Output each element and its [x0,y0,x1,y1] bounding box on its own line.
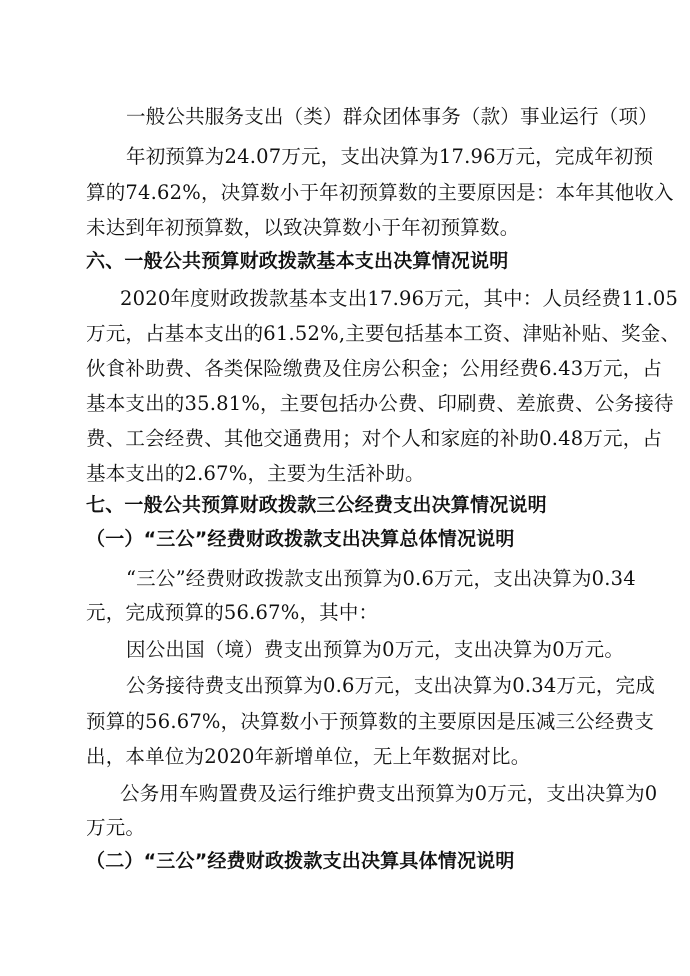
paragraph-line: 万元。 [86,816,146,839]
section-heading: 七、一般公共预算财政拨款三公经费支出决算情况说明 [86,494,547,516]
paragraph-line: 基本支出的35.81%，主要包括办公费、印刷费、差旅费、公务接待 [86,392,674,415]
subsection-heading: （一）“三公”经费财政拨款支出决算总体情况说明 [86,528,515,550]
paragraph-line: 一般公共服务支出（类）群众团体事务（款）事业运行（项） [126,105,658,128]
subsection-heading: （二）“三公”经费财政拨款支出决算具体情况说明 [86,850,515,872]
paragraph-line: 伙食补助费、各类保险缴费及住房公积金；公用经费6.43万元，占 [86,357,663,380]
paragraph-line: 公务用车购置费及运行维护费支出预算为0万元，支出决算为0 [120,782,658,805]
paragraph-line: 年初预算为24.07万元，支出决算为17.96万元，完成年初预 [126,145,654,168]
paragraph-line: 万元，占基本支出的61.52%,主要包括基本工资、津贴补贴、奖金、 [86,322,681,345]
paragraph-line: 基本支出的2.67%，主要为生活补助。 [86,462,425,485]
paragraph-line: 出，本单位为2020年新增单位，无上年数据对比。 [86,745,531,768]
paragraph-line: 未达到年初预算数，以致决算数小于年初预算数。 [86,216,520,239]
paragraph-line: 算的74.62%，决算数小于年初预算数的主要原因是：本年其他收入 [86,181,674,204]
section-heading: 六、一般公共预算财政拨款基本支出决算情况说明 [86,250,509,272]
paragraph-line: 元，完成预算的56.67%，其中： [86,601,379,624]
paragraph-line: 费、工会经费、其他交通费用；对个人和家庭的补助0.48万元，占 [86,427,663,450]
paragraph-line: 2020年度财政拨款基本支出17.96万元，其中：人员经费11.05 [120,287,679,310]
paragraph-line: “三公”经费财政拨款支出预算为0.6万元，支出决算为0.34 [126,567,636,590]
paragraph-line: 公务接待费支出预算为0.6万元，支出决算为0.34万元，完成 [126,674,655,697]
paragraph-line: 预算的56.67%，决算数小于预算数的主要原因是压减三公经费支 [86,710,655,733]
paragraph-line: 因公出国（境）费支出预算为0万元，支出决算为0万元。 [126,638,625,661]
